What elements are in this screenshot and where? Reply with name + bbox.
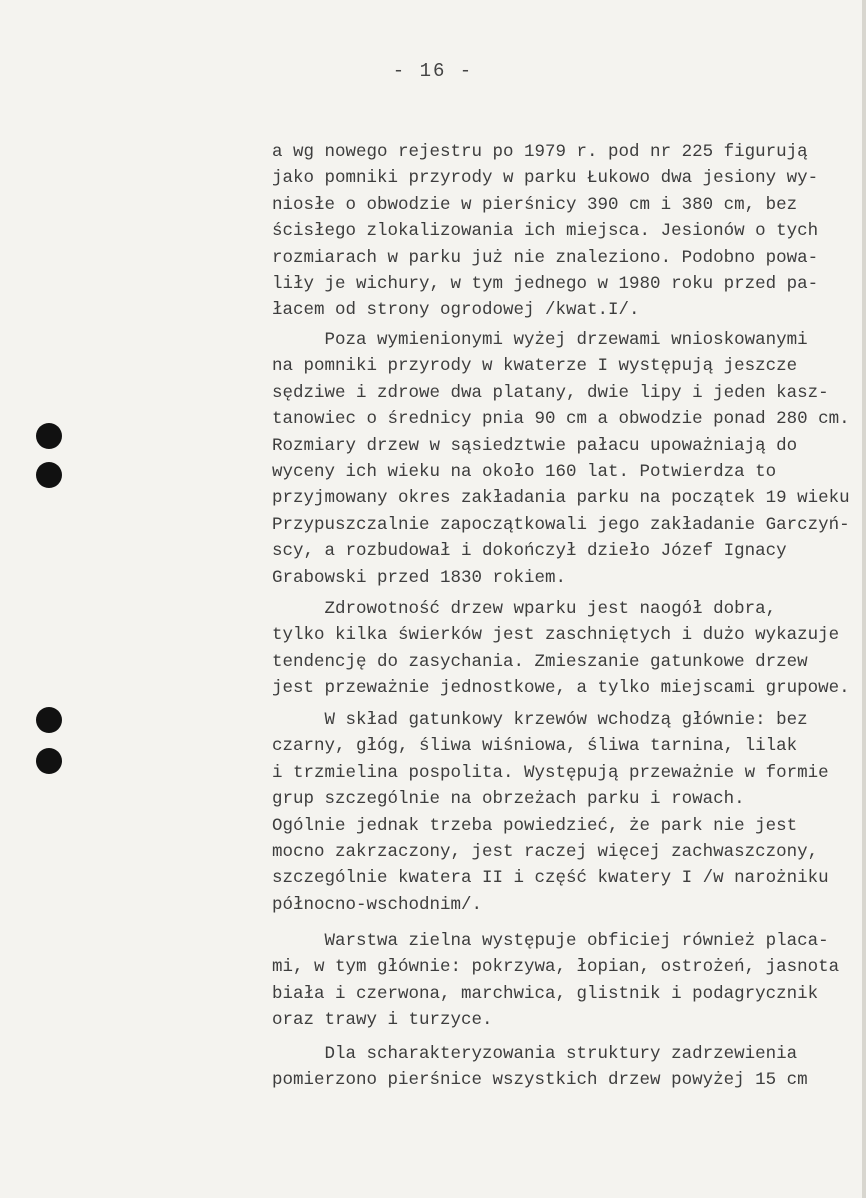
text-line: wyceny ich wieku na około 160 lat. Potwierdza to xyxy=(272,461,777,482)
text-line: ścisłego zlokalizowania ich miejsca. Jesionów o tych xyxy=(272,221,819,242)
text-line: Rozmiary drzew w sąsiedztwie pałacu upoważniają do xyxy=(272,435,798,456)
punch-hole xyxy=(36,707,62,733)
paragraph xyxy=(272,707,852,918)
text-line: a wg nowego rejestru po 1979 r. pod nr 225 figurują xyxy=(272,142,808,162)
text-line: łacem od strony ogrodowej /kwat.I/. xyxy=(272,300,640,321)
paragraph xyxy=(272,1041,852,1094)
text-line: Poza wymienionymi wyżej drzewami wnioskowanymi xyxy=(272,330,808,350)
text-line: północno-wschodnim/. xyxy=(272,894,483,915)
paragraph xyxy=(272,327,852,591)
text-line: przyjmowany okres zakładania parku na początek 19 wieku xyxy=(272,488,850,509)
text-line: jako pomniki przyrody w parku Łukowo dwa jesiony wy- xyxy=(272,168,819,189)
paragraph xyxy=(272,928,852,1034)
text-line: Zdrowotność drzew wparku jest naogół dobra, xyxy=(272,599,777,619)
text-line: Grabowski przed 1830 rokiem. xyxy=(272,567,567,588)
text-line: niosłe o obwodzie w pierśnicy 390 cm i 380 cm, bez xyxy=(272,194,798,215)
text-line: liły je wichury, w tym jednego w 1980 roku przed pa- xyxy=(272,273,819,294)
text-line: grup szczególnie na obrzeżach parku i rowach. xyxy=(272,789,745,810)
text-line: mocno zakrzaczony, jest raczej więcej zachwaszczony, xyxy=(272,841,819,862)
text-line: sędziwe i zdrowe dwa platany, dwie lipy i jeden kasz- xyxy=(272,382,829,403)
text-line: Dla scharakteryzowania struktury zadrzewienia xyxy=(272,1044,798,1064)
text-line: biała i czerwona, marchwica, glistnik i podagrycznik xyxy=(272,983,819,1004)
page-edge xyxy=(862,0,866,1198)
punch-hole xyxy=(36,462,62,488)
punch-hole xyxy=(36,423,62,449)
text-line: tylko kilka świerków jest zaschniętych i dużo wykazuje xyxy=(272,625,840,646)
text-line: tendencję do zasychania. Zmieszanie gatunkowe drzew xyxy=(272,651,808,672)
text-line: Ogólnie jednak trzeba powiedzieć, że park nie jest xyxy=(272,815,798,836)
text-line: W skład gatunkowy krzewów wchodzą głównie: bez xyxy=(272,710,808,730)
punch-hole xyxy=(36,748,62,774)
text-line: i trzmielina pospolita. Występują przeważnie w formie xyxy=(272,762,829,783)
text-line: scy, a rozbudował i dokończył dzieło Józef Ignacy xyxy=(272,541,787,562)
text-line: jest przeważnie jednostkowe, a tylko miejscami grupowe. xyxy=(272,678,850,699)
text-line: mi, w tym głównie: pokrzywa, łopian, ostrożeń, jasnota xyxy=(272,957,840,978)
page-number: - 16 - xyxy=(392,60,474,82)
text-line: na pomniki przyrody w kwaterze I występują jeszcze xyxy=(272,356,798,377)
paragraph xyxy=(272,139,852,324)
text-line: pomierzono pierśnice wszystkich drzew powyżej 15 cm xyxy=(272,1070,808,1091)
text-line: Przypuszczalnie zapoczątkowali jego zakładanie Garczyń- xyxy=(272,514,850,535)
text-line: oraz trawy i turzyce. xyxy=(272,1010,493,1031)
text-line: rozmiarach w parku już nie znaleziono. Podobno powa- xyxy=(272,247,819,268)
text-line: czarny, głóg, śliwa wiśniowa, śliwa tarnina, lilak xyxy=(272,736,798,757)
text-line: szczególnie kwatera II i część kwatery I /w narożniku xyxy=(272,868,829,889)
text-line: Warstwa zielna występuje obficiej również placa- xyxy=(272,931,829,951)
paragraph xyxy=(272,596,852,702)
text-line: tanowiec o średnicy pnia 90 cm a obwodzie ponad 280 cm. xyxy=(272,409,850,430)
